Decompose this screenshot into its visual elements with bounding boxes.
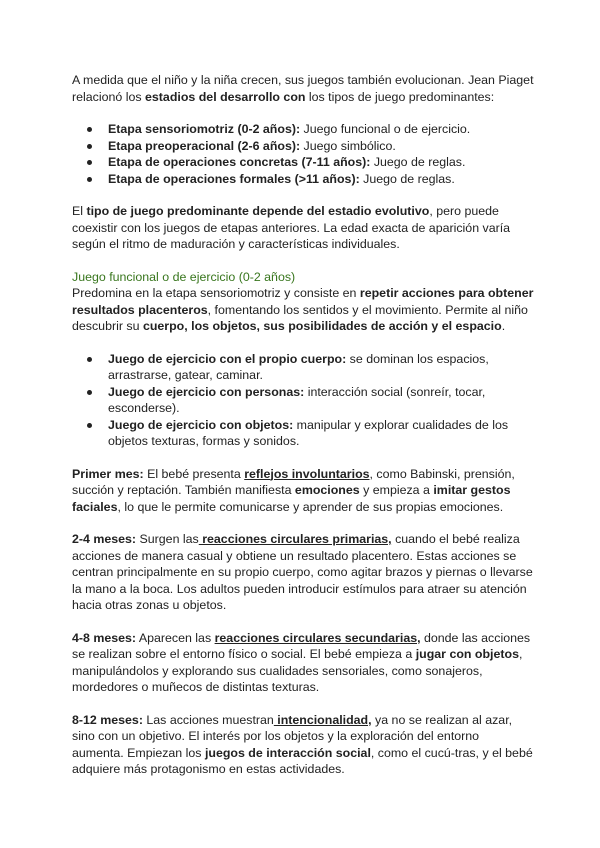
section-text-2: , fomentando los sentidos y el movimiento. Permite al niño descubrir su — [72, 302, 528, 333]
intro-paragraph — [72, 72, 534, 105]
type-label: Juego de ejercicio con objetos: — [108, 417, 294, 432]
list-item — [72, 351, 534, 384]
bullet-icon — [87, 390, 92, 395]
type-desc: se dominan los espacios, arrastrarse, gatear, caminar. — [108, 351, 489, 382]
list-item — [72, 121, 534, 138]
list-item — [72, 417, 534, 450]
p4-bold-1: juegos de interacción social — [204, 745, 371, 760]
stage-desc: Juego funcional o de ejercicio. — [300, 122, 471, 136]
summary-text-2: , pero puede coexistir con los juegos de etapas anteriores. La edad exacta de aparición varía según el ritmo de maduración y características individuales. — [72, 204, 511, 251]
type-desc: interacción social (sonreír, tocar, esconderse). — [108, 384, 486, 415]
section-text-3: . — [501, 319, 506, 333]
p1-underlined-1: reflejos involuntarios — [244, 466, 370, 481]
bullet-icon — [87, 177, 92, 182]
section-bold-1: repetir acciones para obtener resultados placenteros — [72, 286, 534, 317]
summary-text-1: El — [72, 204, 87, 218]
two-four-months-label: 2-4 meses: — [72, 532, 137, 546]
four-eight-months-label: 4-8 meses: — [72, 630, 137, 645]
four-eight-months-paragraph — [72, 630, 534, 696]
list-item — [72, 154, 534, 171]
two-four-months-paragraph — [72, 531, 534, 614]
stage-label: Etapa de operaciones concretas (7-11 años): — [108, 155, 371, 169]
list-item — [72, 138, 534, 155]
stage-label: Etapa sensoriomotriz (0-2 años): — [108, 122, 301, 136]
p4-text-3: , como el cucú-tras, y el bebé adquiere más protagonismo en estas actividades. — [72, 745, 533, 776]
p3-text-2: donde las acciones se realizan sobre el entorno físico o social. El bebé empieza a — [72, 630, 531, 661]
p3-bold-1: jugar con objetos — [415, 647, 519, 661]
bullet-icon — [87, 357, 92, 362]
p1-bold-1: emociones — [294, 483, 360, 497]
first-month-label: Primer mes: — [72, 466, 144, 481]
intro-text-2: los tipos de juego predominantes: — [305, 89, 495, 104]
document-page — [72, 72, 534, 778]
p1-text-3: y empieza a — [359, 483, 434, 497]
p4-underlined-1: intencionalidad, — [273, 712, 372, 727]
p1-text-4: , lo que le permite comunicarse y aprender de sus propias emociones. — [117, 499, 504, 514]
p3-underlined-1: reacciones circulares secundarias, — [214, 630, 421, 645]
section-paragraph — [72, 285, 534, 335]
types-list — [72, 351, 534, 450]
stage-desc: Juego de reglas. — [370, 155, 466, 169]
stage-label: Etapa preoperacional (2-6 años): — [108, 138, 301, 153]
intro-bold-1: estadios del desarrollo con — [145, 89, 306, 104]
p1-text-2: , como Babinski, prensión, succión y reptación. También manifiesta — [72, 466, 515, 497]
p2-text-2: cuando el bebé realiza acciones de manera casual y obtiene un resultado placentero. Estas acciones se centran principalmente en su propio cuerpo, como agitar brazos y piernas o llevarse la mano a la boca. Los adultos pueden introducir estímulos para atraer su atención hacia otras zonas u objetos. — [72, 532, 533, 612]
first-month-paragraph — [72, 466, 534, 516]
summary-paragraph — [72, 203, 534, 253]
stages-list — [72, 121, 534, 187]
section-heading: Juego funcional o de ejercicio (0-2 años) — [72, 269, 296, 284]
list-item — [72, 171, 534, 188]
p1-bold-2: imitar gestos faciales — [72, 483, 511, 514]
list-item — [72, 384, 534, 417]
type-label: Juego de ejercicio con personas: — [108, 384, 305, 399]
p1-text-1: El bebé presenta — [143, 466, 245, 481]
bullet-icon — [87, 127, 92, 132]
stage-label: Etapa de operaciones formales (>11 años): — [108, 171, 360, 186]
p3-text-1: Aparecen las — [136, 630, 215, 645]
type-label: Juego de ejercicio con el propio cuerpo: — [108, 351, 347, 366]
p2-text-1: Surgen las — [136, 532, 199, 546]
summary-bold-1: tipo de juego predominante depende del estadio evolutivo — [86, 204, 430, 218]
p2-underlined-1: reacciones circulares primarias, — [198, 532, 392, 546]
p3-text-3: , manipulándolos y explorando sus cualidades sensoriales, como sonajeros, mordedores o muñecos de distintas texturas. — [72, 647, 523, 694]
stage-desc: Juego de reglas. — [359, 171, 455, 186]
eight-twelve-months-label: 8-12 meses: — [72, 712, 143, 727]
bullet-icon — [87, 144, 92, 149]
p4-text-1: Las acciones muestran — [142, 712, 274, 727]
section-bold-2: cuerpo, los objetos, sus posibilidades de acción y el espacio — [142, 319, 502, 333]
section-text-1: Predomina en la etapa sensoriomotriz y consiste en — [72, 286, 360, 300]
p4-text-2: ya no se realizan al azar, sino con un objetivo. El interés por los objetos y la exploración del entorno aumenta. Empiezan los — [72, 712, 513, 760]
bullet-icon — [87, 160, 92, 165]
intro-text-1: A medida que el niño y la niña crecen, sus juegos también evolucionan. Jean Piaget relacionó los — [72, 73, 534, 104]
eight-twelve-months-paragraph — [72, 712, 534, 778]
stage-desc: Juego simbólico. — [300, 138, 396, 153]
type-desc: manipular y explorar cualidades de los objetos texturas, formas y sonidos. — [108, 417, 509, 448]
bullet-icon — [87, 423, 92, 428]
